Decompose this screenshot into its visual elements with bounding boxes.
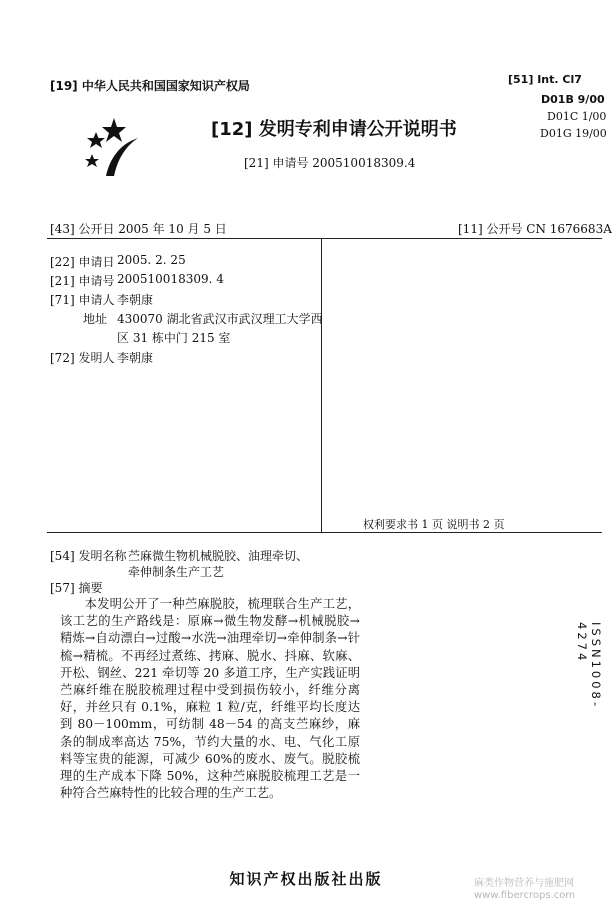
application-number-label: [21] 申请号 [50, 274, 115, 288]
application-number-header: [21] 申请号 200510018309.4 [244, 156, 416, 170]
divider-middle [47, 532, 602, 533]
address-label: 地址 [83, 312, 108, 326]
invention-title-line-1: 苎麻微生物机械脱胶、油理牵切、 [128, 549, 309, 563]
application-number: 200510018309. 4 [117, 272, 224, 286]
sipo-stars-logo [84, 118, 144, 180]
inventor-label: [72] 发明人 [50, 351, 115, 365]
watermark [474, 878, 575, 902]
filing-date-label: [22] 申请日 [50, 255, 115, 269]
classification-primary: D01B 9/00 [541, 93, 605, 106]
address-line-1: 430070 湖北省武汉市武汉理工大学西 [117, 312, 323, 326]
page-counts: 权利要求书 1 页 说明书 2 页 [363, 518, 505, 531]
applicant: 李朝康 [117, 293, 154, 307]
publication-number: [11] 公开号 CN 1676683A [458, 222, 612, 236]
abstract-label: [57] 摘要 [50, 581, 103, 595]
applicant-label: [71] 申请人 [50, 293, 115, 307]
publisher: 知识产权出版社出版 [229, 870, 383, 888]
document-type: [12] 发明专利申请公开说明书 [211, 119, 457, 140]
invention-title-label: [54] 发明名称 [50, 549, 127, 563]
watermark-line-1: 麻类作物营养与施肥网 [474, 878, 574, 889]
inventor: 李朝康 [117, 351, 154, 365]
address-line-2: 区 31 栋中门 215 室 [117, 331, 231, 345]
abstract-text: 本发明公开了一种苎麻脱胶，梳理联合生产工艺，该工艺的生产路线是：原麻→微生物发酵→机械脱胶→精炼→自动漂白→过酸→水洗→油理牵切→牵伸制条→针梳→精梳。不再经过煮练、拷麻、脱水、抖麻、软麻、开松、钢丝、221 牵切等 20 多道工序，生产实践证明苎麻纤维在脱胶梳理过程中受到损伤较小，纤维分离好，并丝只有 0.1%，麻粒 1 粒/克，纤维平均长度达到 80－100mm，可纺制 48－54 的高支苎麻纱，麻条的制成率高达 75%，节约大量的水、电、气化工原料等宝贵的能源，可减少 60%的废水、废气。脱胶梳理的生产成本下降 50%，这种苎麻脱胶梳理工艺是一种符合苎麻特性的比较合理的生产工艺。 [60, 597, 360, 801]
divider-vertical [321, 238, 322, 532]
classification-3: D01G 19/00 [540, 127, 607, 140]
classification-2: D01C 1/00 [547, 110, 607, 123]
abstract-body [60, 596, 360, 802]
watermark-line-2: www.fibercrops.com [474, 890, 576, 901]
publication-date: [43] 公开日 2005 年 10 月 5 日 [50, 222, 227, 236]
issn: ISSN1008-4274 [575, 622, 603, 710]
filing-date: 2005. 2. 25 [117, 253, 186, 267]
office-name: [19] 中华人民共和国国家知识产权局 [50, 79, 250, 93]
int-cl-label: [51] Int. Cl7 [508, 73, 582, 86]
invention-title-line-2: 牵伸制条生产工艺 [128, 565, 225, 579]
divider-top [47, 238, 602, 239]
